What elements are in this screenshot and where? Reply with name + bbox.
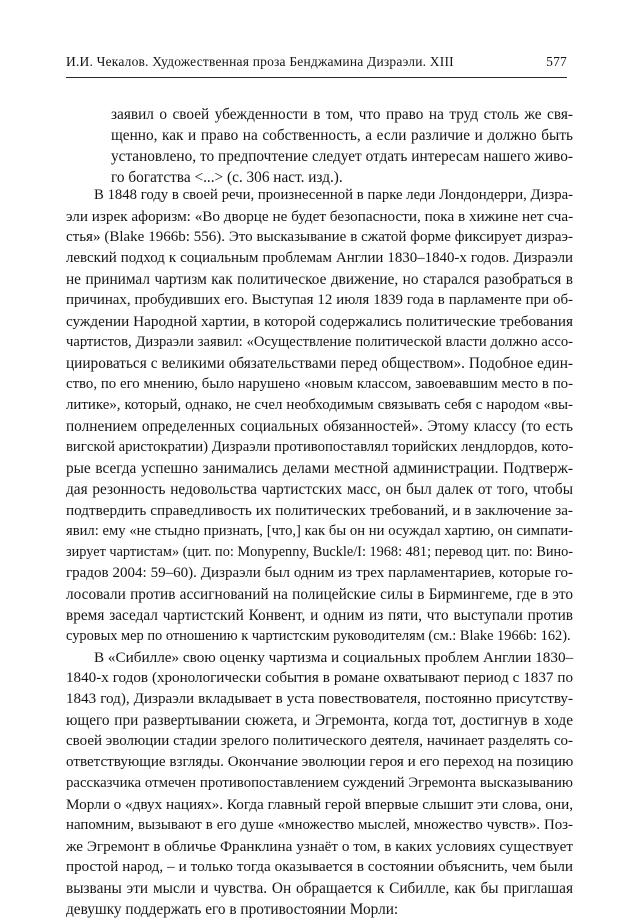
- text-line: 1843 год), Дизраэли вкладывает в уста повествователя, постоянно присутству-: [66, 691, 573, 707]
- running-header: [66, 48, 567, 70]
- text-line: чартистов, Дизраэли заявил: «Осуществление политической власти должно ассо-: [66, 334, 573, 350]
- text-line: дая резонность недовольства чартистских масс, он был далек от того, чтобы: [66, 481, 573, 498]
- text-line: лосовали против ассигнований на полицейские силы в Бирмингеме, где в это: [66, 586, 573, 603]
- text-line: ответствующие взгляды. Окончание эволюции героя и его переход на позицию: [66, 754, 574, 770]
- text-line: рассказчика отмечен противопоставлением суждений Эгремонта высказыванию: [66, 775, 573, 791]
- text-line: литике», который, однако, не счел необходимым связывать себя с народом «вы-: [66, 397, 573, 413]
- text-line: В «Сибилле» свою оценку чартизма и социальных проблем Англии 1830–: [94, 649, 574, 666]
- quote-line: заявил о своей убежденности в том, что право на труд столь же свя-: [111, 106, 573, 123]
- text-line: левский подход к социальным проблемам Англии 1830–1840-х годов. Дизраэли: [66, 250, 573, 266]
- text-line: не принимал чартизм как политическое движение, но старался разобраться в: [66, 271, 573, 288]
- text-line: девушку поддержать его в противостоянии Морли:: [66, 901, 399, 918]
- paragraph-1: [66, 185, 573, 647]
- text-line: зирует чартистам» (цит. по: Monypenny, Buckle/I: 1968: 481; перевод цит. по: Вино-: [66, 544, 574, 560]
- text-line: 1840-х годов (хронологически события в романе охватывают период с 1837 по: [66, 670, 573, 686]
- header-rule: [66, 77, 567, 78]
- page-number: 577: [546, 54, 567, 69]
- text-line: Морли о «двух нациях». Когда главный герой впервые слышит эти слова, они,: [66, 796, 573, 813]
- text-line: время заседал чартистский Конвент, и одним из пяти, что выступали против: [66, 607, 573, 624]
- text-line: градов 2004: 59–60). Дизраэли был одним из трех парламентариев, которые го-: [66, 565, 573, 581]
- text-line: суровых мер по отношению к чартистским руководителям (см.: Blake 1966b: 162).: [66, 628, 571, 644]
- text-line: ство, по его мнению, было нарушено «новым классом, завоевавшим место в по-: [66, 376, 573, 392]
- text-line: вызваны эти мысли и чувства. Он обращается к Сибилле, как бы приглашая: [66, 880, 573, 897]
- text-line: своей эволюции стадии зрелого политического деятеля, начинает разделять со-: [66, 733, 573, 749]
- running-title: И.И. Чекалов. Художественная проза Бенджамина Дизраэли. XIII: [66, 54, 454, 69]
- text-line: же Эгремонт в обличье Франклина узнаёт о том, в каких условиях существует: [66, 838, 573, 855]
- text-line: циироваться с великими обязательствами перед обществом». Подобное един-: [66, 355, 573, 372]
- text-line: напомним, вызывают в его душе «множество мыслей, множество чувств». Поз-: [66, 817, 573, 833]
- body-text: [66, 185, 573, 920]
- text-line: подтвердить справедливость их политических требований, и в заключение за-: [66, 502, 573, 519]
- text-line: явил: ему «не стыдно признать, [что,] как бы он ни осуждал хартию, он симпати-: [66, 523, 573, 539]
- text-line: простой народ, – и только тогда оказывается в состоянии объяснить, чем были: [66, 859, 573, 875]
- block-quote: [111, 104, 573, 188]
- text-line: полнением определенных социальных обязанностей». Этому классу (то есть: [66, 418, 573, 435]
- quote-line: щенно, как и право на собственность, а если различие и должно быть: [111, 127, 573, 144]
- text-line: рые всегда успешно занимались делами местной администрации. Подтверж-: [66, 460, 573, 477]
- text-line: суждении Народной хартии, в которой содержались политические требования: [66, 313, 573, 330]
- text-line: причинах, пробудивших его. Выступая 12 июля 1839 года в парламенте при об-: [66, 292, 573, 308]
- text-line: ющего при развертывании сюжета, и Эгремонта, когда тот, достигнув в ходе: [66, 712, 573, 729]
- text-line: вигской аристократии) Дизраэли противопоставлял торийских лендлордов, кото-: [66, 439, 574, 455]
- text-line: стья» (Blake 1966b: 556). Это высказывание в сжатой форме фиксирует дизраэ-: [66, 229, 573, 245]
- text-line: В 1848 году в своей речи, произнесенной в парке леди Лондондерри, Дизра-: [94, 187, 573, 203]
- text-line: эли изрек афоризм: «Во дворце не будет безопасности, пока в хижине нет сча-: [66, 208, 574, 225]
- quote-line: установлено, то предпочтение следует отдать интересам нашего живо-: [111, 148, 573, 165]
- paragraph-2: [66, 647, 573, 920]
- quote-line: го богатства <...> (с. 306 наст. изд.).: [111, 169, 343, 186]
